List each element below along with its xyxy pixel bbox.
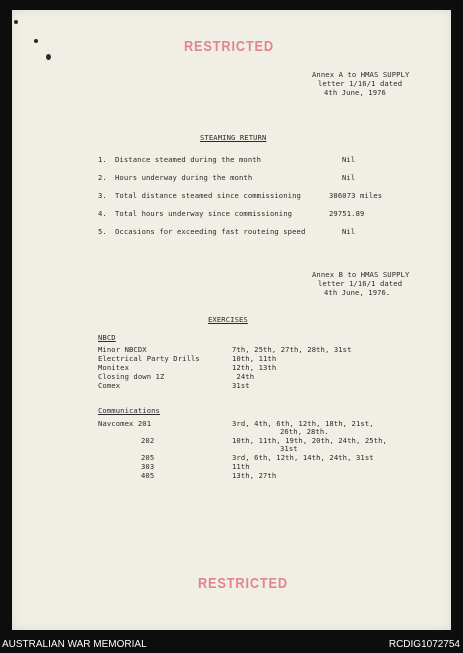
restricted-stamp-top: RESTRICTED — [184, 38, 274, 55]
exercise-dates: 12th, 13th — [232, 363, 277, 372]
exercise-dates: 31st — [232, 381, 250, 390]
item-value: Nil — [342, 155, 356, 164]
annex-b-line: Annex B to HMAS SUPPLY — [312, 270, 410, 279]
nbcd-heading: NBCD — [98, 333, 116, 342]
item-label: Occasions for exceeding fast routeing speed — [115, 227, 306, 236]
item-value: 386073 miles — [329, 191, 383, 200]
exercise-label: Electrical Party Drills — [98, 354, 200, 363]
exercise-dates-cont: 26th, 28th. — [280, 427, 329, 436]
footer-source: AUSTRALIAN WAR MEMORIAL — [2, 639, 147, 650]
communications-heading: Communications — [98, 406, 160, 415]
item-value: 29751.89 — [329, 209, 365, 218]
exercise-label: Closing down 1Z — [98, 372, 165, 381]
item-number: 1. — [98, 155, 107, 164]
exercise-dates: 3rd, 6th, 12th, 14th, 24th, 31st — [232, 453, 374, 462]
exercise-label: Navcomex 201 — [98, 419, 152, 428]
exercise-label: Comex — [98, 381, 121, 390]
steaming-return-heading: STEAMING RETURN — [200, 133, 267, 142]
annex-a-line: Annex A to HMAS SUPPLY — [312, 70, 410, 79]
exercise-label: Minor NBCDX — [98, 345, 147, 354]
item-number: 5. — [98, 227, 107, 236]
exercise-dates-cont: 31st — [280, 444, 298, 453]
footer-id: RCDIG1072754 — [388, 639, 460, 650]
exercises-heading: EXERCISES — [208, 315, 248, 324]
item-label: Hours underway during the month — [115, 173, 253, 182]
item-number: 4. — [98, 209, 107, 218]
item-label: Distance steamed during the month — [115, 155, 262, 164]
exercise-label: Monitex — [98, 363, 129, 372]
exercise-dates: 24th — [232, 372, 255, 381]
punch-hole — [46, 54, 51, 60]
item-number: 3. — [98, 191, 107, 200]
exercise-dates: 10th, 11th — [232, 354, 277, 363]
annex-b-line: letter 1/16/1 dated — [318, 279, 403, 288]
item-label: Total hours underway since commissioning — [115, 209, 293, 218]
exercise-label: 205 — [141, 453, 155, 462]
punch-hole — [34, 39, 38, 43]
annex-a-line: letter 1/16/1 dated — [318, 79, 403, 88]
restricted-stamp-bottom: RESTRICTED — [198, 575, 288, 592]
exercise-dates: 11th — [232, 462, 250, 471]
exercise-dates: 13th, 27th — [232, 471, 277, 480]
item-value: Nil — [342, 173, 356, 182]
item-label: Total distance steamed since commissioning — [115, 191, 301, 200]
annex-b-line: 4th June, 1976. — [324, 288, 391, 297]
item-number: 2. — [98, 173, 107, 182]
exercise-dates: 10th, 11th, 19th, 20th, 24th, 25th, — [232, 436, 387, 445]
item-value: Nil — [342, 227, 356, 236]
exercise-dates: 7th, 25th, 27th, 28th, 31st — [232, 345, 352, 354]
exercise-dates: 3rd, 4th, 6th, 12th, 18th, 21st, — [232, 419, 374, 428]
exercise-label: 202 — [141, 436, 155, 445]
annex-a-line: 4th June, 1976 — [324, 88, 386, 97]
exercise-label: 303 — [141, 462, 155, 471]
exercise-label: 405 — [141, 471, 155, 480]
document-page — [12, 10, 451, 630]
punch-hole — [14, 20, 18, 24]
